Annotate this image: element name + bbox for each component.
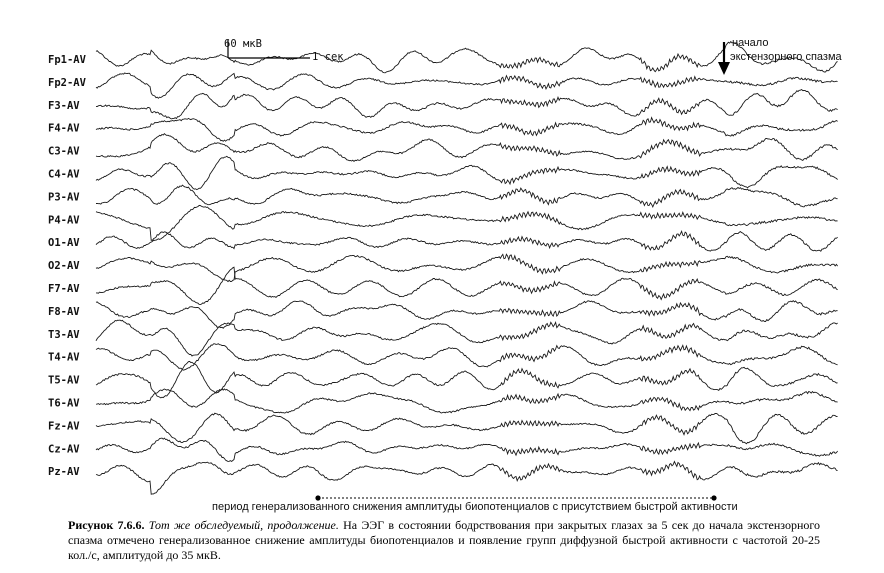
channel-label: O2-AV xyxy=(48,260,80,273)
eeg-trace xyxy=(96,462,838,495)
eeg-trace xyxy=(96,301,838,329)
channel-label: T4-AV xyxy=(48,351,80,364)
figure-caption-text: На ЭЭГ в состоянии бодрствования при закрытых глазах за 5 сек до начала экстензорного спазма отмечено генерализованное снижение амплитуды биопотенциалов и появление групп диффузной быстрой активности с частотой 20-25 кол./с, амплитудой до 35 мкВ. xyxy=(68,518,821,562)
channel-label: P3-AV xyxy=(48,191,80,204)
spasm-onset-marker xyxy=(718,37,843,75)
period-start-dot xyxy=(315,495,320,500)
channel-label: F7-AV xyxy=(48,283,80,295)
channel-label: F8-AV xyxy=(48,305,80,318)
period-marker xyxy=(212,495,738,513)
channel-label: Fp1-AV xyxy=(48,54,86,66)
down-arrow-icon xyxy=(718,62,730,75)
time-scale-label: 1 сек xyxy=(312,51,344,63)
eeg-trace xyxy=(96,90,838,119)
period-end-dot xyxy=(711,495,716,500)
eeg-trace xyxy=(96,156,838,189)
channel-label: O1-AV xyxy=(48,237,80,250)
channel-label: T5-AV xyxy=(48,374,80,387)
channel-label: Fp2-AV xyxy=(48,76,86,89)
eeg-trace xyxy=(96,134,838,162)
eeg-trace xyxy=(96,413,838,444)
channel-label: Fz-AV xyxy=(48,420,80,433)
eeg-trace xyxy=(96,205,838,240)
figure-number: Рисунок 7.6.6. xyxy=(68,518,145,532)
channel-label: T3-AV xyxy=(48,328,80,341)
eeg-trace xyxy=(96,361,838,398)
eeg-trace xyxy=(96,344,838,370)
eeg-trace xyxy=(96,118,838,142)
channel-label: Pz-AV xyxy=(48,466,80,479)
eeg-trace xyxy=(96,73,838,98)
eeg-trace xyxy=(96,320,838,356)
eeg-trace xyxy=(96,389,838,413)
channel-label: T6-AV xyxy=(48,397,80,410)
figure-caption xyxy=(68,518,820,563)
channel-label: F3-AV xyxy=(48,99,80,112)
channel-label: Cz-AV xyxy=(48,443,80,456)
eeg-trace xyxy=(96,231,838,251)
amplitude-scale-label: 60 мкВ xyxy=(224,38,262,50)
spasm-onset-label-line2: экстензорного спазма xyxy=(730,51,842,63)
eeg-trace xyxy=(96,254,838,281)
eeg-trace xyxy=(96,185,838,207)
channel-label: C4-AV xyxy=(48,168,80,181)
eeg-trace xyxy=(96,267,838,304)
eeg-trace xyxy=(96,438,838,461)
channel-label: P4-AV xyxy=(48,214,80,227)
channel-label: C3-AV xyxy=(48,145,80,158)
channel-label: F4-AV xyxy=(48,122,80,135)
scale-bar xyxy=(224,38,344,63)
channel-labels xyxy=(48,54,87,478)
period-label: период генерализованного снижения амплитуды биопотенциалов с присутствием быстрой активности xyxy=(212,501,738,513)
eeg-traces xyxy=(96,42,838,495)
figure-subtitle: Тот же обследуемый, продолжение. xyxy=(148,518,339,532)
spasm-onset-label-line1: начало xyxy=(732,37,769,49)
